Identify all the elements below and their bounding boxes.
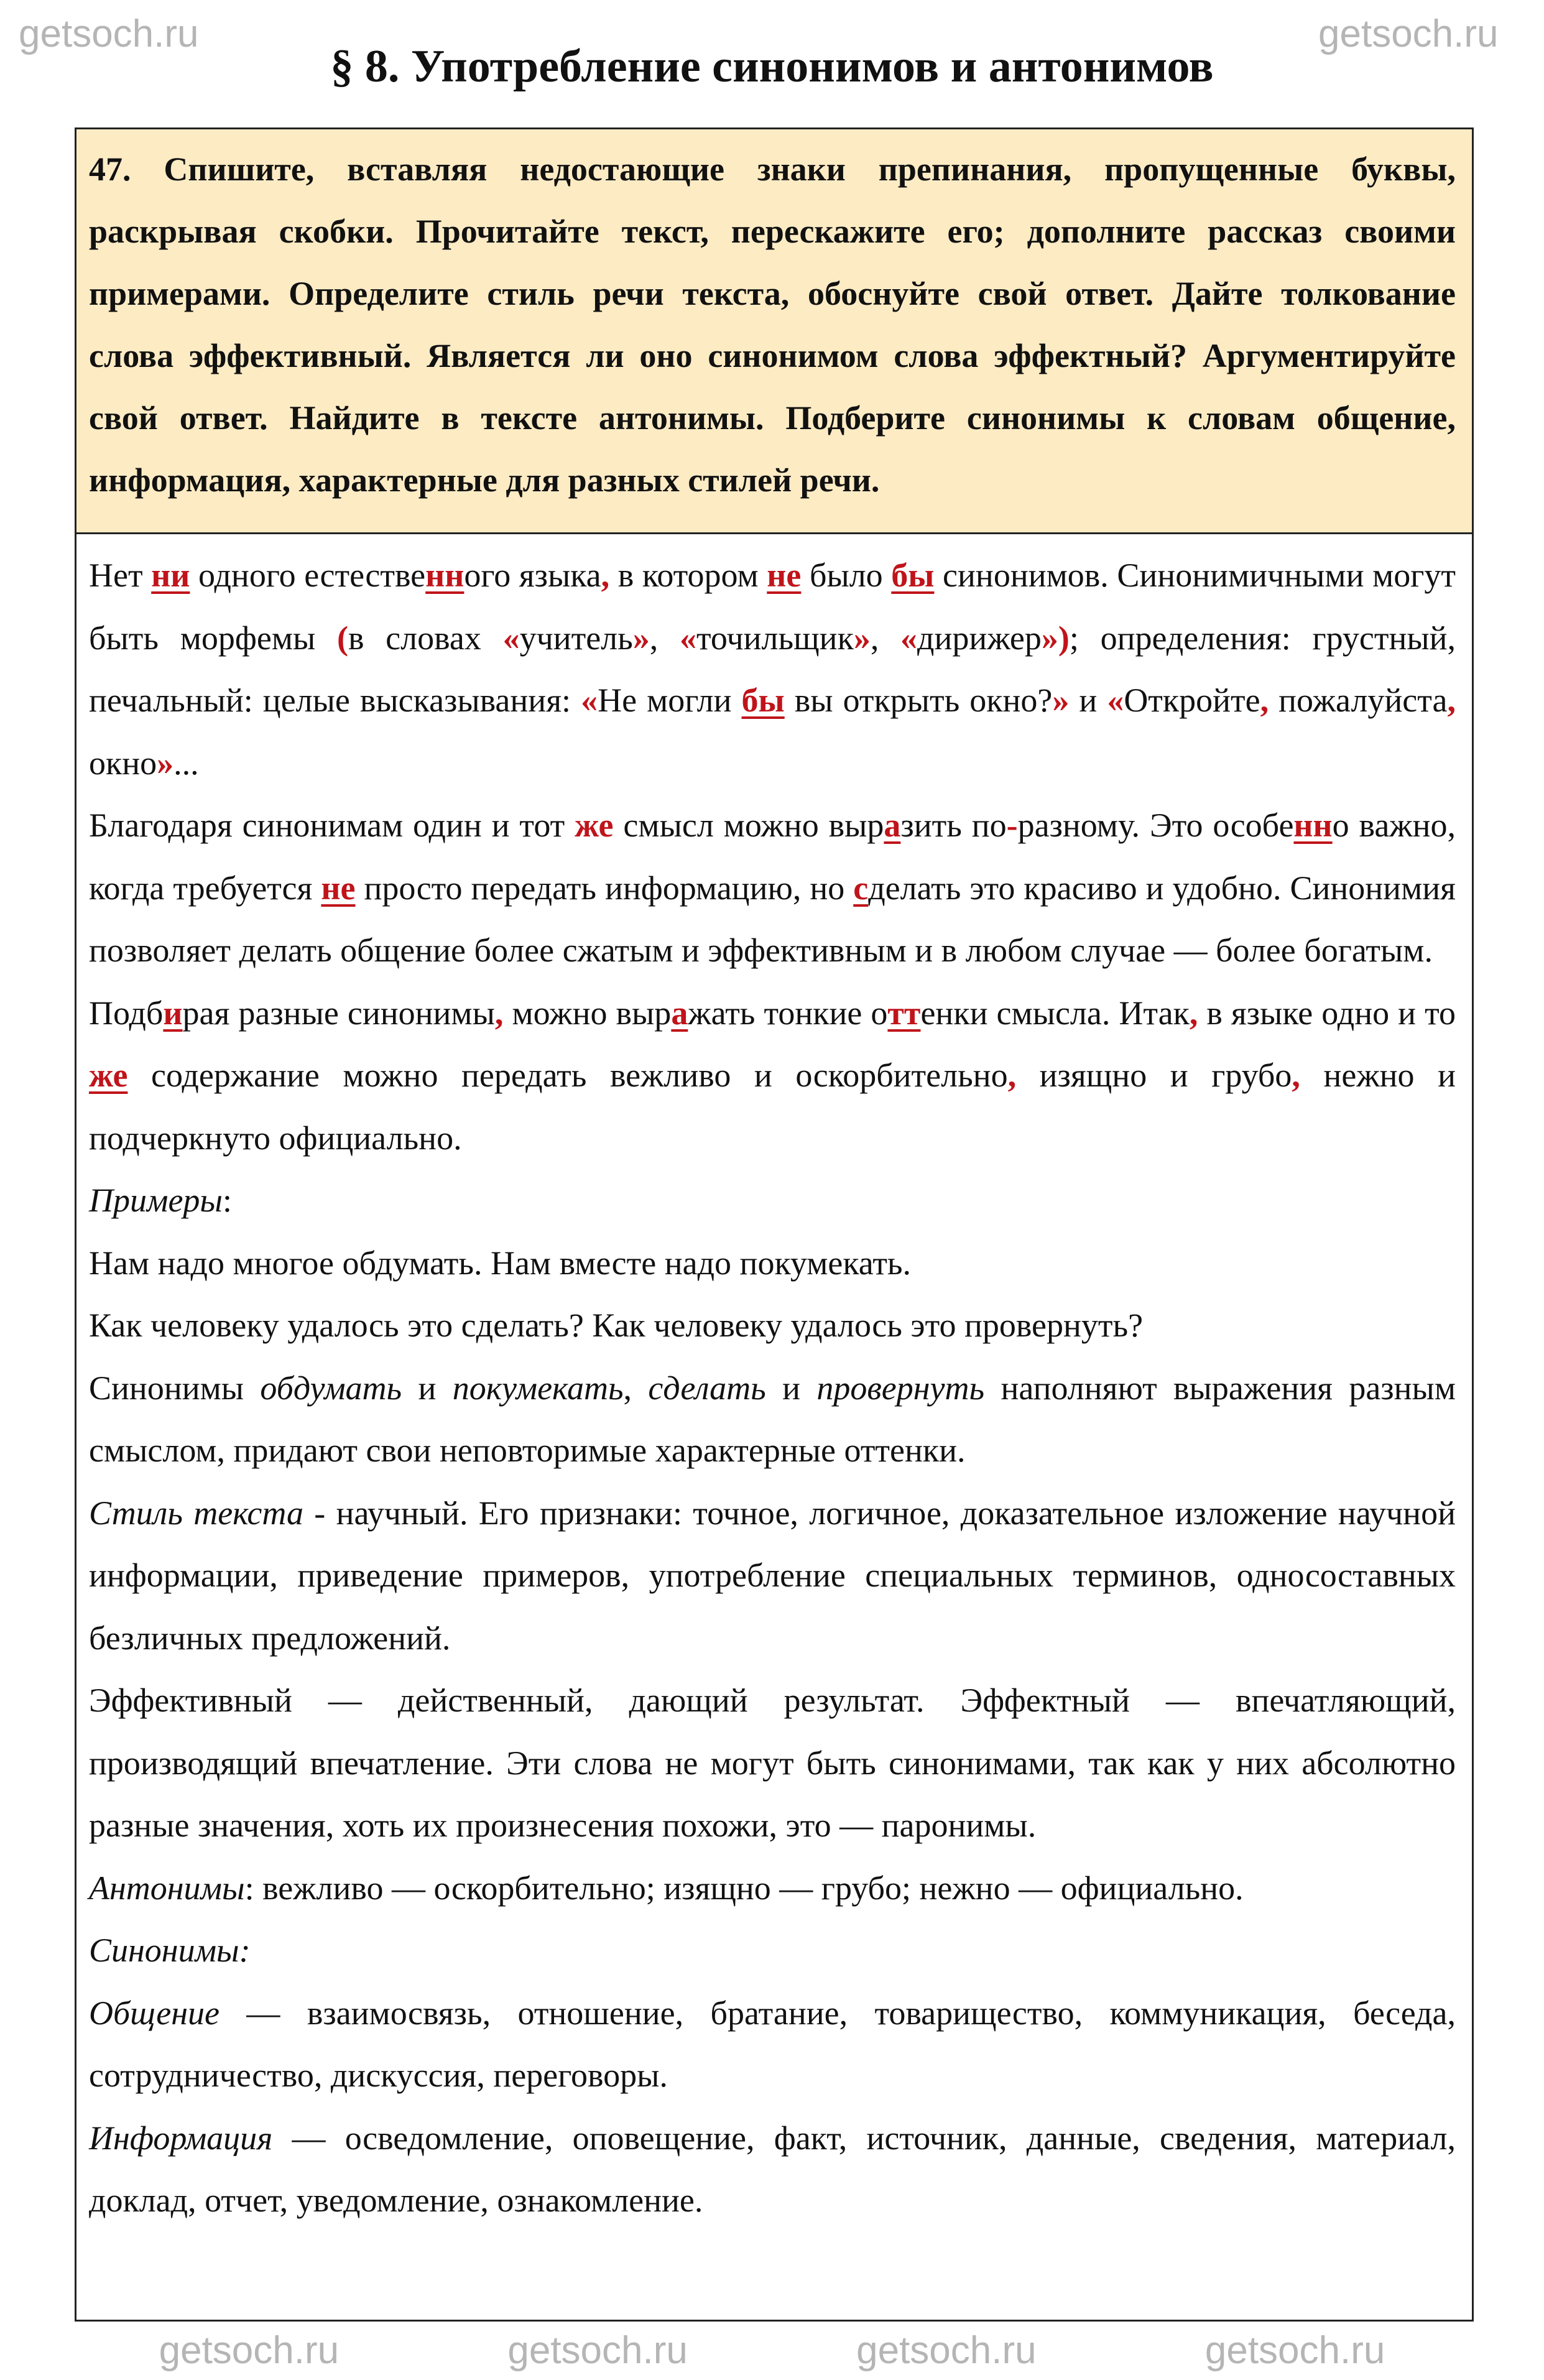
inserted-punctuation: « [502,619,520,657]
inserted-punctuation: ») [1041,619,1070,657]
text-segment: наполняют выражения разным смыслом, придают свои неповторимые характерные оттенки. [89,1369,1456,1469]
text-segment: : вежливо — оскорбительно; изящно — грубо; нежно — официально. [244,1869,1244,1907]
text-segment: , [870,619,901,657]
inserted-letters: не [321,869,356,907]
inserted-letters: же [89,1057,128,1094]
inserted-letters: бы [891,557,935,594]
inserted-punctuation: « [900,619,918,657]
text-segment: ; определения: грустный, печальный: целые высказывания: [89,619,1456,719]
paragraph [89,2107,1456,2232]
text-segment: Нет [89,557,152,594]
italic-term: Общение [89,1994,220,2032]
paragraph [89,1669,1456,1857]
italic-term: сделать [648,1369,766,1407]
inserted-punctuation: , [601,557,610,594]
text-segment: пожалуйста [1269,682,1448,719]
inserted-punctuation: - [1006,807,1018,844]
text-segment: — взаимосвязь, отношение, братание, товарищество, коммуникация, беседа, сотрудничество, дискуссия, переговоры. [89,1994,1456,2094]
text-segment: - научный. Его признаки: точное, логичное, доказательное изложение научной информации, приведение примеров, употребление специальных терминов, односоставных безличных предложений. [89,1494,1456,1657]
inserted-letters: и [163,994,183,1032]
inserted-punctuation: , [1292,1057,1300,1094]
text-segment: смысл можно выр [613,807,884,844]
text-segment: делать это красиво и удобно. Синонимия позволяет делать общение более сжатым и эффективным и в любом случае — более богатым. [89,869,1456,969]
text-segment: окно [89,744,157,782]
text-segment: было [801,557,892,594]
inserted-punctuation: ( [336,619,348,657]
inserted-letters: а [671,994,688,1032]
inserted-punctuation: » [1052,682,1070,719]
paragraph [89,982,1456,1170]
inserted-punctuation: « [581,682,598,719]
text-segment: можно выр [503,994,672,1032]
inserted-punctuation: » [632,619,650,657]
text-segment: вы открыть окно? [784,682,1053,719]
italic-term: Стиль текста [89,1494,303,1532]
page-title: § 8. Употребление синонимов и антонимов [330,41,1214,92]
text-segment: Как человеку удалось это сделать? Как человеку удалось это провернуть? [89,1307,1144,1344]
watermark: getsoch.ru [856,2329,1037,2372]
text-segment: одного естестве [190,557,426,594]
text-segment: Не могли [598,682,742,719]
italic-term: Синонимы: [89,1932,251,1969]
exercise-box [75,127,1474,2322]
text-segment: в языке одно и то [1198,994,1456,1032]
text-segment: Синонимы [89,1369,261,1407]
text-segment: просто передать информацию, но [355,869,854,907]
text-segment: дирижер [917,619,1042,657]
watermark: getsoch.ru [159,2329,340,2372]
inserted-punctuation: , [1447,682,1456,719]
text-segment: , [623,1369,649,1407]
text-segment: содержание можно передать вежливо и оскорбительно [127,1057,1008,1094]
paragraph [89,1169,1456,1232]
inserted-letters: а [884,807,901,844]
text-segment: точильщик [696,619,854,657]
inserted-letters: ни [151,557,190,594]
text-segment: в котором [609,557,767,594]
watermark: getsoch.ru [507,2329,688,2372]
paragraph [89,1857,1456,1920]
inserted-punctuation: , [1189,994,1198,1032]
inserted-punctuation: » [157,744,174,782]
paragraph [89,1482,1456,1670]
text-segment: жать тонкие о [688,994,888,1032]
inserted-punctuation: » [853,619,871,657]
inserted-punctuation: , [1007,1057,1017,1094]
paragraph [89,1294,1456,1357]
watermark: getsoch.ru [19,12,199,55]
inserted-letters: не [767,557,802,594]
inserted-letters: нн [1293,807,1333,844]
text-segment: Благодаря синонимам один и тот [89,807,575,844]
paragraph [89,1919,1456,1982]
paragraph [89,794,1456,982]
task-statement: 47. Спишите, вставляя недостающие знаки препинания, пропущенные буквы, раскрывая скобки. Прочитайте текст, перескажите его; дополните рассказ своими примерами. Определите стиль речи текста, обоснуйте свой ответ. Дайте толкование слова эффективный. Является ли оно синонимом слова эффектный? Аргументируйте свой ответ. Найдите в тексте антонимы. Подберите синонимы к словам общение, информация, характерные для разных стилей речи. [76,129,1472,534]
text-segment: Откройте [1124,682,1260,719]
text-segment: ого языка [464,557,601,594]
text-segment: Эффективный — действенный, дающий результат. Эффектный — впечатляющий, производящий впечатление. Эти слова не могут быть синонимами, так как у них абсолютно разные значения, хоть их произнесения похожи, это — паронимы. [89,1682,1456,1844]
inserted-letters: с [853,869,869,907]
text-segment: и [1069,682,1107,719]
italic-term: покумекать [452,1369,624,1407]
text-segment: Нам надо многое обдумать. Нам вместе надо покумекать. [89,1244,912,1282]
inserted-letters: нн [425,557,465,594]
paragraph [89,1982,1456,2107]
text-segment: разному. Это особе [1017,807,1294,844]
text-segment: и [765,1369,817,1407]
text-segment: — осведомление, оповещение, факт, источник, данные, сведения, материал, доклад, отчет, уведомление, ознакомление. [89,2119,1456,2219]
text-segment: ... [173,744,199,782]
inserted-letters: тт [887,994,921,1032]
text-segment: о важно, когда требуется [89,807,1456,907]
inserted-punctuation: , [1260,682,1269,719]
italic-term: провернуть [816,1369,985,1407]
text-segment: изящно и грубо [1016,1057,1292,1094]
page-header [0,0,1544,127]
watermark: getsoch.ru [1318,12,1499,55]
text-segment: рая разные синонимы [182,994,495,1032]
text-segment: , [649,619,680,657]
text-segment: енки смысла. Итак [920,994,1190,1032]
inserted-punctuation: « [679,619,696,657]
inserted-punctuation: , [494,994,504,1032]
inserted-letters: бы [741,682,785,719]
text-segment: учитель [519,619,633,657]
paragraph [89,1232,1456,1295]
paragraph [89,544,1456,794]
text-segment: и [402,1369,453,1407]
paragraph [89,1357,1456,1482]
inserted-punctuation: « [1107,682,1124,719]
watermark-row [0,2322,1544,2379]
text-segment: в словах [348,619,503,657]
watermark: getsoch.ru [1204,2329,1385,2372]
italic-term: Антонимы [89,1869,245,1907]
text-segment: зить по [900,807,1007,844]
answer-text [76,534,1472,2244]
italic-term: обдумать [260,1369,402,1407]
text-segment: : [223,1182,233,1219]
italic-term: Информация [89,2119,273,2157]
text-segment: нежно и подчеркнуто официально. [89,1057,1456,1157]
text-segment: синонимов. Синонимичными могут быть морфемы [89,557,1456,657]
text-segment: Подб [89,994,164,1032]
inserted-punctuation: же [575,807,614,844]
italic-term: Примеры [89,1182,223,1219]
